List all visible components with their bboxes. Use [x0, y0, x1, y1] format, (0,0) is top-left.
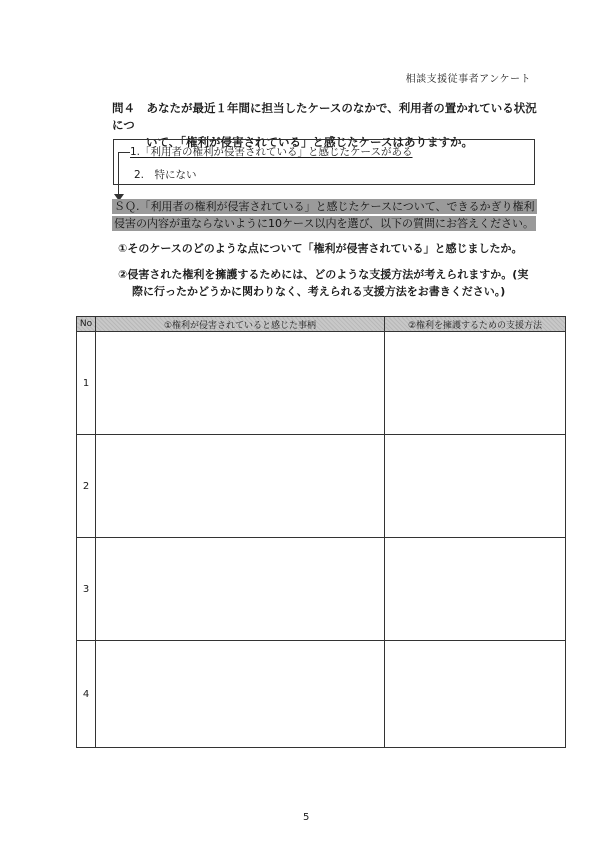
- answer-cell-col2[interactable]: [385, 641, 566, 748]
- option-1[interactable]: 1.「利用者の権利が侵害されている」と感じたケースがある: [130, 146, 413, 158]
- header-no: No: [77, 317, 96, 332]
- item-2-text: [118, 266, 548, 300]
- answer-cell-col1[interactable]: [96, 332, 385, 435]
- table-row: [77, 641, 566, 748]
- table-header-row: [77, 317, 566, 332]
- answer-cell-col2[interactable]: [385, 332, 566, 435]
- answer-table: [76, 316, 566, 748]
- answer-cell-col1[interactable]: [96, 435, 385, 538]
- sub-question-line-1: ＳＱ.「利用者の権利が侵害されている」と感じたケースについて、できるかぎり権利: [114, 200, 535, 213]
- answer-cell-col1[interactable]: [96, 641, 385, 748]
- row-number: 1: [77, 332, 96, 435]
- item-2-line-1: ②侵害された権利を擁護するためには、どのような支援方法が考えられますか。(実: [118, 268, 529, 281]
- question-line-1: 問４ あなたが最近１年間に担当したケースのなかで、利用者の置かれている状況につ: [112, 101, 537, 132]
- row-number: 2: [77, 435, 96, 538]
- answer-cell-col1[interactable]: [96, 538, 385, 641]
- answer-cell-col2[interactable]: [385, 435, 566, 538]
- header-col1: ①権利が侵害されていると感じた事柄: [96, 317, 385, 332]
- question-line-2: いて、「権利が侵害されている」と感じたケースはありますか。: [146, 135, 473, 149]
- sub-question-line-2: 侵害の内容が重ならないように10ケース以内を選び、以下の質問にお答えください。: [114, 217, 535, 230]
- row-number: 3: [77, 538, 96, 641]
- item-1-text: ①そのケースのどのような点について「権利が侵害されている」と感じましたか。: [118, 242, 523, 255]
- page-number: 5: [303, 812, 310, 823]
- option-2[interactable]: 2. 特にない: [134, 169, 197, 181]
- header-col2: ②権利を擁護するための支援方法: [385, 317, 566, 332]
- table-row: [77, 332, 566, 435]
- row-number: 4: [77, 641, 96, 748]
- sub-question: [112, 198, 540, 232]
- table-row: [77, 538, 566, 641]
- survey-header: 相談支援従事者アンケート: [405, 74, 531, 85]
- item-2-line-2: 際に行ったかどうかに関わりなく、考えられる支援方法をお書きください。): [132, 285, 506, 298]
- answer-cell-col2[interactable]: [385, 538, 566, 641]
- arrow-line: [118, 152, 119, 197]
- table-row: [77, 435, 566, 538]
- option-connector-line: [118, 152, 130, 153]
